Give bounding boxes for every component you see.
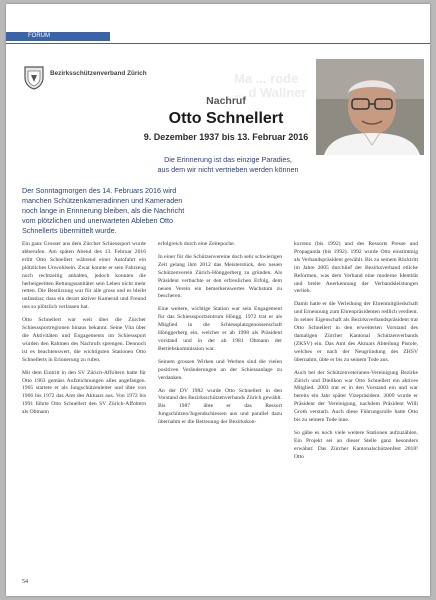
life-dates: 9. Dezember 1937 bis 13. Februar 2016 xyxy=(143,132,309,142)
shooting-federation-logo-icon xyxy=(24,66,44,90)
paragraph: An der DV 1982 wurde Otto Schnellert in den Vorstand des Bezirksschützenverbands Zürich gewählt. Bis 1987 übte er das Ressort Jungschützen/Jugendschiessen aus und parallel dazu übernahm er die Betreuung der Bezirkskon- xyxy=(158,387,282,426)
article-body xyxy=(22,241,418,581)
obituary-heading: Nachruf xyxy=(206,95,246,107)
lead-paragraph: Der Sonntagmorgen des 14. Februars 2016 wird manchen Schützenkameradinnen und Kameraden noch lange in Erinnerung bleiben, als die Nachricht vom plötzlichen und unerwarteten Ableben Otto Schnellerts übermittelt wurde. xyxy=(22,186,185,235)
epigraph-quote: Die Erinnerung ist das einzige Paradies, aus dem wir nicht vertrieben werden können xyxy=(157,155,299,174)
paragraph: kurrenz (bis 1992) und des Ressorts Presse und Propaganda (bis 1992). 1992 wurde Otto einstimmig als Verbandspräsident gewählt. Bis zu seinem Rücktritt im Jahre 2005 durchlief der Bezirksverband etliche Reformen, was dem Verband eine moderne Identität und breite Anerkennung der Verbandsleistungen verlieh. xyxy=(294,241,418,295)
paragraph: Damit hatte er die Verleihung der Ehrenmitgliedschaft und Ernennung zum Ehrenpräsidenten redlich verdient. In seiner Eigenschaft als Bezirksverbandspräsident trat Otto Schnellert in den erweiterten Vorstand des damaligen Zürcher Kantonal Schützenverbands (ZKSV) ein. Das Amt des Aktuars Abteilung Pistole, welches er nach der Neugründung des ZHSV übernahm, übte er bis zu seinem Tode aus. xyxy=(294,301,418,363)
page-number: 54 xyxy=(22,579,28,585)
magazine-page xyxy=(6,4,430,596)
section-divider xyxy=(6,43,430,44)
person-name: Otto Schnellert xyxy=(168,110,284,127)
paragraph: In einer für die Schützenvereine doch sehr schwierigen Zeit gelang ihm 2012 das Meisterstück, den neuen Schützenverein Zürich-Hönggerberg zu gründen. Als Präsident verbuchte er den erfreulichen Erfolg, dem neuen Verein ein bemerkenswertes Wachstum zu bescheren. xyxy=(158,253,282,300)
article-column-2 xyxy=(158,241,282,432)
organization-name: Bezirksschützenverband Zürich xyxy=(50,70,147,77)
paragraph: erfolgreich durch eine Zeitepoche. xyxy=(158,241,236,247)
paragraph: So gäbe es noch viele weitere Stationen aufzuzählen. Ein Projekt sei an dieser Stelle ganz besonders erwähnt: Das Zürcher Kantonalschützenfest 2018! Otto xyxy=(294,429,418,460)
paragraph: Eine weitere, wichtige Station war sein Engagement für das Schiesssportzentrum Höngg. 1972 trat er als Mitglied in die Schiessplatzgenossenschaft Hönggerberg ein, welcher er ab 1998 als Präsident vorstand und in der ab 1981 Obmann der Betriebskommission war. xyxy=(158,306,282,352)
article-column-1 xyxy=(22,241,146,422)
paragraph: Auch bei der Schützenveteranen-Vereinigung Bezirke Zürich und Dielikon war Otto Schnellert ein aktives Mitglied. 2003 trat er in den Vorstand ein und war bereits ein Jahr später Vizepräsident. 2009 wurde er Präsident der Vereinigung, nachdem Präsident Willi Groth verstarb. Auch diese Führungsrolle hatte Otto bis zu seinem Tode inne. xyxy=(294,369,418,424)
background-watermark: Ma ... rode ... d Wallner xyxy=(234,71,307,100)
section-label: FORUM xyxy=(6,32,110,41)
paragraph: Seinem grossen Wirken und Werben sind die vielen positiven Veränderungen an der Schiessanlage zu verdanken. xyxy=(158,358,282,381)
paragraph: Otto Schnellert war weit über die Zürcher Schiesssportregionen hinaus bekannt. Seine Vita über die Aktivitäten und Engagements im Schiesssport würden den Rahmen des Nachrufs sprengen. Dennoch ist es beachtenswert, die wichtigsten Stationen Otto Schnellerts in Erinnerung zu rufen. xyxy=(22,317,146,363)
article-column-3 xyxy=(294,241,418,467)
paragraph: Ein ganz Grosser aus dem Zürcher Schiesssport wurde abberufen. Am späten Abend des 13. Februar 2016 erlitt Otto Schnellert während einer Autofahrt ein plötzliches Unwohlsein. Zwar konnte er sein Fahrzeug noch rechtzeitig anhalten, jedoch konnten die herbeigeeilten Rettungssanitäter sein Leben nicht mehr retten. Die Bestürzung war für alle gross und es bleibt unfassbar, dass ein derart aktiver Kamerad und Freund uns so plötzlich verlassen hat. xyxy=(22,241,146,311)
paragraph: Mit dem Eintritt in den SV Zürich-Affoltern hatte für Otto 1963 gemäss Aufzeichnungen alles angefangen. 1965 startete er als Jungschützenleiter und übte von 1966 bis 1972 das Amt des Aktuars aus. Von 1972 bis 1991 führte Otto Schnellert den SV Zürich-Affoltern als Obmann xyxy=(22,369,146,416)
